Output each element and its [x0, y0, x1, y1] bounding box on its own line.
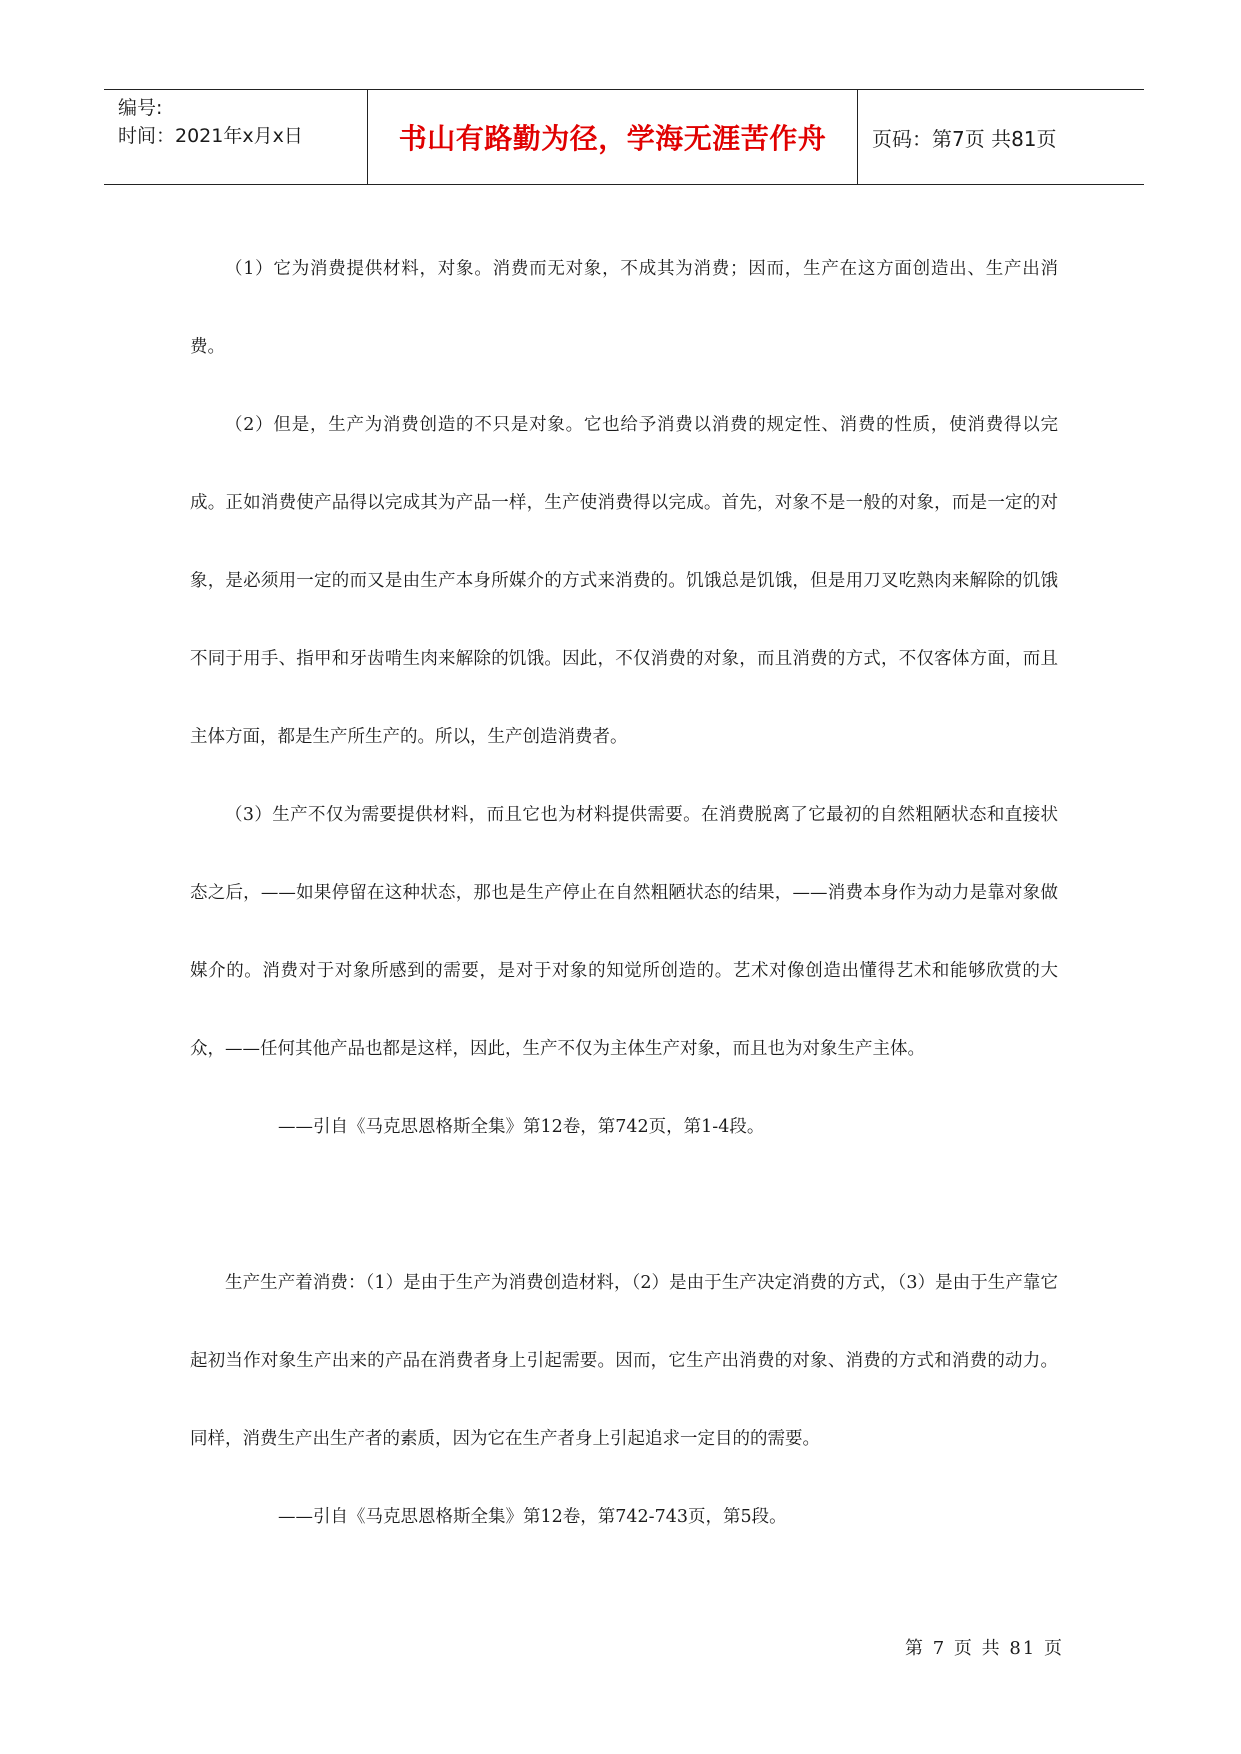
page-footer: 第 7 页 共 81 页 — [905, 1638, 1064, 1659]
date-label: 时间：2021年x月x日 — [118, 125, 303, 147]
paragraph-3: （3）生产不仅为需要提供材料，而且它也为材料提供需要。在消费脱离了它最初的自然粗陋状态和直接状态之后，——如果停留在这种状态，那也是生产停止在自然粗陋状态的结果，——消费本身作为动力是靠对象做媒介的。消费对于对象所感到的需要，是对于对象的知觉所创造的。艺术对像创造出懂得艺术和能够欣赏的大众，——任何其他产品也都是这样，因此，生产不仅为主体生产对象，而且也为对象生产主体。 — [190, 805, 1058, 1059]
motto-text: 书山有路勤为径，学海无涯苦作舟 — [398, 122, 827, 155]
number-label: 编号: — [118, 97, 163, 119]
paragraph-1: （1）它为消费提供材料，对象。消费而无对象，不成其为消费；因而，生产在这方面创造出、生产出消费。 — [190, 259, 1058, 357]
paragraph-4: 生产生产着消费：（1）是由于生产为消费创造材料，（2）是由于生产决定消费的方式，（3）是由于生产靠它起初当作对象生产出来的产品在消费者身上引起需要。因而，它生产出消费的对象、消费的方式和消费的动力。同样，消费生产出生产者的素质，因为它在生产者身上引起追求一定目的的需要。 — [190, 1273, 1058, 1449]
page-header — [104, 89, 1144, 185]
header-motto-cell — [368, 90, 858, 184]
citation-1: ——引自《马克思恩格斯全集》第12卷，第742页，第1-4段。 — [278, 1117, 765, 1137]
blank-line — [190, 1166, 1058, 1244]
document-body — [190, 230, 1058, 1556]
citation-2: ——引自《马克思恩格斯全集》第12卷，第742-743页，第5段。 — [278, 1507, 787, 1527]
header-page-code — [858, 90, 1144, 184]
header-meta — [104, 90, 368, 184]
page-code-text: 页码：第7页 共81页 — [872, 126, 1057, 151]
paragraph-2: （2）但是，生产为消费创造的不只是对象。它也给予消费以消费的规定性、消费的性质，使消费得以完成。正如消费使产品得以完成其为产品一样，生产使消费得以完成。首先，对象不是一般的对象，而是一定的对象，是必须用一定的而又是由生产本身所媒介的方式来消费的。饥饿总是饥饿，但是用刀叉吃熟肉来解除的饥饿不同于用手、指甲和牙齿啃生肉来解除的饥饿。因此，不仅消费的对象，而且消费的方式，不仅客体方面，而且主体方面，都是生产所生产的。所以，生产创造消费者。 — [190, 415, 1058, 747]
